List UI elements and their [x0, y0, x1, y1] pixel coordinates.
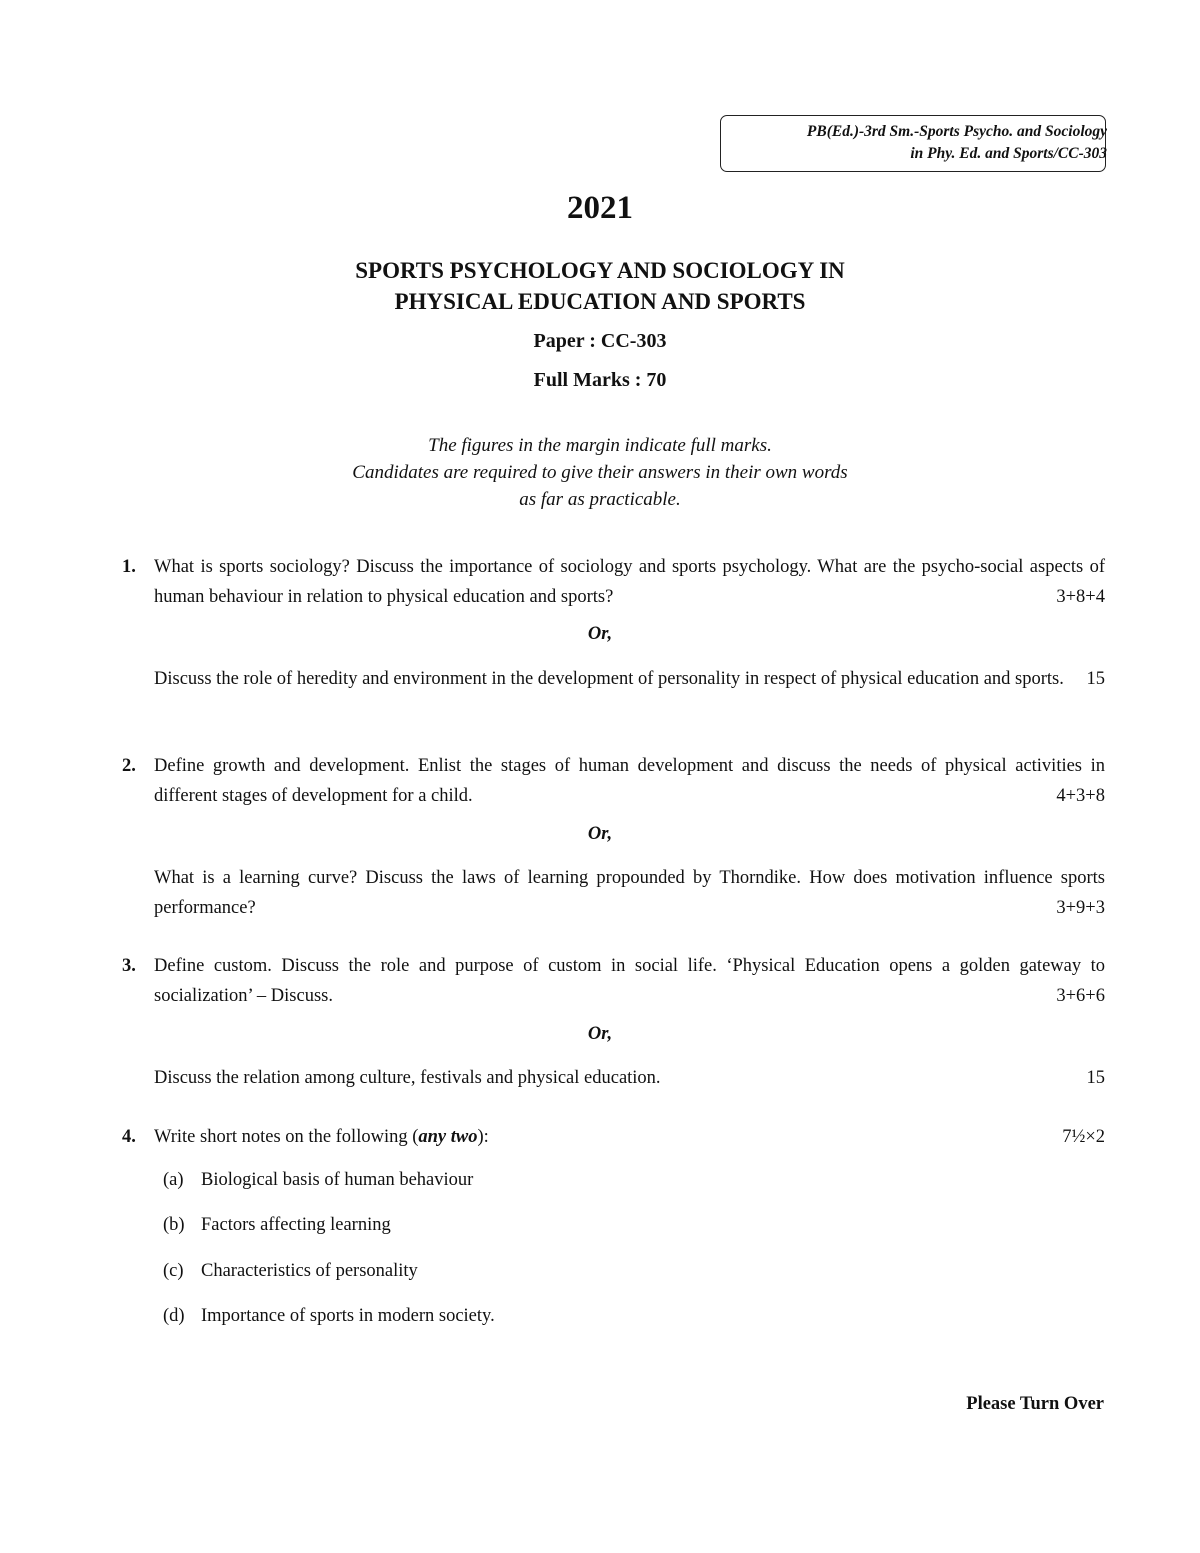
question-text-end: ): [477, 1127, 489, 1147]
question-3-alternative [122, 1063, 1105, 1093]
sub-item-b [163, 1215, 391, 1236]
question-marks: 3+8+4 [1056, 587, 1105, 607]
exam-year: 2021 [567, 190, 633, 226]
question-4 [122, 1122, 1105, 1152]
sub-item-c [163, 1261, 418, 1282]
or-separator: Or, [587, 824, 613, 844]
paper-code-line-2: in Phy. Ed. and Sports/CC-303 [910, 145, 1107, 162]
or-separator: Or, [587, 624, 613, 644]
question-marks: 15 [1086, 669, 1105, 689]
question-marks: 15 [1086, 1068, 1105, 1088]
question-number: 1. [122, 557, 136, 577]
sub-item-label: (d) [163, 1306, 185, 1326]
question-3 [122, 951, 1105, 1011]
paper-number: Paper : CC-303 [533, 330, 667, 352]
instruction-line-2: Candidates are required to give their answers in their own words [352, 462, 848, 483]
sub-item-text: Importance of sports in modern society. [201, 1306, 495, 1326]
sub-item-d [163, 1306, 495, 1327]
paper-code-line-1: PB(Ed.)-3rd Sm.-Sports Psycho. and Sociology [806, 123, 1107, 140]
sub-item-a [163, 1170, 473, 1191]
question-text: What is a learning curve? Discuss the laws of learning propounded by Thorndike. How does motivation influence sports performance? [154, 868, 1105, 918]
paper-code-box [720, 115, 1106, 172]
or-separator: Or, [587, 1024, 613, 1044]
question-text-emphasis: any two [418, 1127, 478, 1147]
question-marks: 4+3+8 [1056, 786, 1105, 806]
question-number: 4. [122, 1127, 136, 1147]
sub-item-label: (b) [163, 1215, 185, 1235]
paper-title [0, 255, 1200, 317]
instructions [0, 432, 1200, 513]
question-2-alternative [122, 863, 1105, 923]
question-text: Discuss the role of heredity and environment in the development of personality in respect of physical education and sports. [154, 669, 1064, 689]
question-marks: 7½×2 [1062, 1127, 1105, 1147]
question-marks: 3+6+6 [1056, 986, 1105, 1006]
question-text: Define custom. Discuss the role and purpose of custom in social life. ‘Physical Education opens a golden gateway to socialization’ – Discuss. [154, 956, 1105, 1006]
question-1-alternative [122, 664, 1105, 694]
question-text: Discuss the relation among culture, festivals and physical education. [154, 1068, 661, 1088]
full-marks: Full Marks : 70 [533, 369, 667, 391]
paper-title-line-1: SPORTS PSYCHOLOGY AND SOCIOLOGY IN [355, 258, 845, 283]
sub-item-label: (a) [163, 1170, 184, 1190]
question-marks: 3+9+3 [1056, 898, 1105, 918]
sub-item-label: (c) [163, 1261, 184, 1281]
instruction-line-1: The figures in the margin indicate full marks. [428, 435, 772, 456]
question-text-start: Write short notes on the following ( [154, 1127, 419, 1147]
sub-item-text: Factors affecting learning [201, 1215, 391, 1235]
sub-item-text: Biological basis of human behaviour [201, 1170, 474, 1190]
question-number: 2. [122, 756, 136, 776]
sub-item-text: Characteristics of personality [201, 1261, 418, 1281]
question-text: What is sports sociology? Discuss the importance of sociology and sports psychology. What are the psycho-social aspects of human behaviour in relation to physical education and sports? [154, 557, 1105, 607]
question-number: 3. [122, 956, 136, 976]
question-2 [122, 751, 1105, 811]
question-1 [122, 552, 1105, 612]
please-turn-over: Please Turn Over [966, 1394, 1104, 1414]
paper-title-line-2: PHYSICAL EDUCATION AND SPORTS [394, 289, 806, 314]
question-text: Define growth and development. Enlist the stages of human development and discuss the needs of physical activities in different stages of development for a child. [154, 756, 1105, 806]
instruction-line-3: as far as practicable. [519, 489, 681, 510]
